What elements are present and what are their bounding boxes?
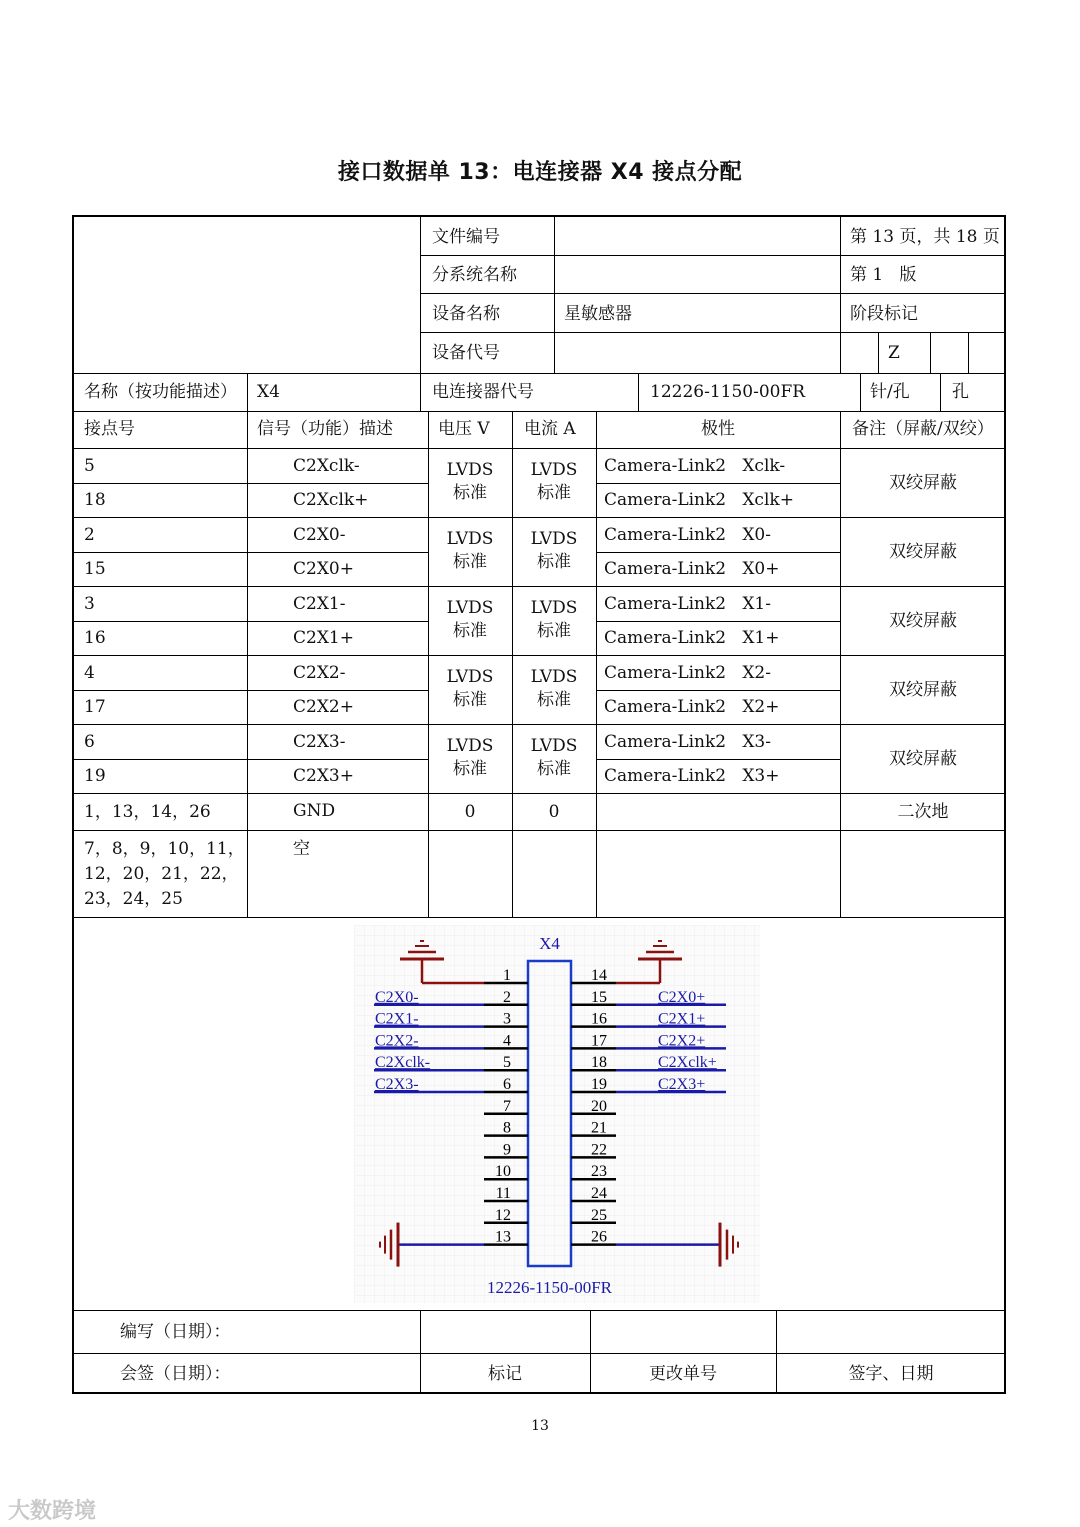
- pin-number-left: 3: [503, 1010, 511, 1028]
- stage-value: Z: [888, 343, 900, 363]
- pin-number-left: 4: [503, 1032, 511, 1050]
- device-name-label: 设备名称: [432, 304, 500, 324]
- version-label: 第 1 版: [850, 265, 917, 285]
- gnd-signal: GND: [293, 801, 336, 821]
- polarity-cell: Camera-Link2 X2-: [604, 663, 771, 683]
- countersign-label: 会签（日期）：: [120, 1364, 231, 1384]
- sign-date-label: 签字、日期: [848, 1364, 934, 1384]
- connector-type-label: 针/孔: [870, 382, 910, 402]
- remark-cell: 双绞屏蔽: [889, 611, 957, 631]
- net-label-right: C2X3+: [658, 1076, 706, 1093]
- signal-cell: C2X2-: [293, 663, 346, 683]
- remark-cell: 双绞屏蔽: [889, 542, 957, 562]
- pin-number-left: 6: [503, 1076, 511, 1093]
- polarity-cell: Camera-Link2 X3-: [604, 732, 771, 752]
- pin-cell: 2: [84, 525, 95, 545]
- pin-cell: 16: [84, 628, 106, 648]
- prepared-label: 编写（日期）：: [120, 1322, 231, 1342]
- gnd-voltage: 0: [464, 802, 476, 822]
- device-code-label: 设备代号: [432, 343, 500, 363]
- net-label-left: C2X3-: [375, 1076, 419, 1093]
- col-remark: 备注（屏蔽/双绞）: [852, 419, 994, 439]
- voltage-std: 标准: [453, 690, 487, 710]
- polarity-cell: Camera-Link2 X2+: [604, 697, 780, 717]
- voltage-type: LVDS: [446, 529, 494, 549]
- pin-number-right: 16: [591, 1010, 607, 1028]
- net-label-right: C2X0+: [658, 988, 706, 1006]
- col-voltage: 电压 V: [438, 419, 490, 439]
- polarity-cell: Camera-Link2 X1+: [604, 628, 780, 648]
- pin-number-right: 22: [591, 1141, 607, 1159]
- polarity-cell: Camera-Link2 X1-: [604, 594, 771, 614]
- voltage-type: LVDS: [446, 736, 494, 756]
- polarity-cell: Camera-Link2 Xclk+: [604, 490, 794, 510]
- voltage-std: 标准: [453, 483, 487, 503]
- subsystem-label: 分系统名称: [432, 265, 517, 285]
- pin-number-right: 21: [591, 1119, 607, 1137]
- gnd-pins: 1，13，14，26: [84, 802, 211, 822]
- pin-number-left: 13: [495, 1228, 511, 1246]
- pin-number-right: 25: [591, 1206, 607, 1224]
- connector-type: 孔: [952, 382, 969, 402]
- watermark: 大数跨境: [8, 1499, 97, 1524]
- gnd-current: 0: [548, 802, 560, 822]
- col-signal: 信号（功能）描述: [257, 419, 393, 439]
- pin-number-left: 8: [503, 1119, 511, 1137]
- pin-number-right: 18: [591, 1054, 607, 1072]
- pin-number-left: 11: [495, 1185, 511, 1202]
- connector-schematic: [354, 925, 760, 1303]
- pin-cell: 18: [84, 490, 106, 510]
- pin-cell: 19: [84, 766, 106, 786]
- signal-cell: C2X2+: [293, 697, 354, 717]
- connector-part: 12226-1150-00FR: [487, 1278, 612, 1297]
- stage-label: 阶段标记: [850, 304, 918, 324]
- current-type: LVDS: [530, 667, 578, 687]
- net-label-right: C2X1+: [658, 1010, 706, 1028]
- current-type: LVDS: [530, 529, 578, 549]
- polarity-cell: Camera-Link2 X3+: [604, 766, 780, 786]
- col-current: 电流 A: [524, 419, 576, 439]
- pin-cell: 6: [84, 732, 95, 752]
- empty-pins-line2: 12，20，21，22，: [84, 864, 239, 884]
- pin-number-right: 17: [591, 1032, 607, 1050]
- current-std: 标准: [537, 759, 571, 779]
- net-label-left: C2Xclk-: [375, 1054, 431, 1072]
- col-pin: 接点号: [84, 419, 135, 439]
- pin-number-right: 20: [591, 1097, 607, 1115]
- mark-label: 标记: [488, 1364, 522, 1384]
- signal-cell: C2X0+: [293, 559, 354, 579]
- page-number: 13: [531, 1418, 549, 1434]
- current-std: 标准: [537, 621, 571, 641]
- pin-number-right: 24: [591, 1185, 607, 1202]
- pin-number-left: 10: [495, 1163, 511, 1181]
- net-label-left: C2X0-: [375, 988, 419, 1006]
- net-label-right: C2X2+: [658, 1032, 706, 1050]
- signal-cell: C2X0-: [293, 525, 346, 545]
- signal-cell: C2Xclk-: [293, 456, 360, 476]
- current-std: 标准: [537, 690, 571, 710]
- pin-number-left: 12: [495, 1206, 511, 1224]
- pin-number-right: 23: [591, 1163, 607, 1181]
- voltage-type: LVDS: [446, 460, 494, 480]
- pin-number-left: 9: [503, 1141, 511, 1159]
- file-no-label: 文件编号: [432, 227, 500, 247]
- polarity-cell: Camera-Link2 X0+: [604, 559, 780, 579]
- signal-cell: C2X3-: [293, 732, 346, 752]
- polarity-cell: Camera-Link2 Xclk-: [604, 456, 786, 476]
- pin-number-left: 1: [503, 967, 511, 984]
- remark-cell: 双绞屏蔽: [889, 473, 957, 493]
- gnd-remark: 二次地: [897, 802, 949, 822]
- signal-cell: C2X1-: [293, 594, 346, 614]
- polarity-cell: Camera-Link2 X0-: [604, 525, 771, 545]
- pin-number-right: 15: [591, 988, 607, 1006]
- page-info: 第 13 页，共 18 页: [850, 227, 1000, 247]
- signal-cell: C2Xclk+: [293, 490, 369, 510]
- empty-signal: 空: [293, 839, 310, 859]
- change-no-label: 更改单号: [649, 1364, 717, 1384]
- connector-code-label: 电连接器代号: [432, 382, 534, 402]
- pin-cell: 17: [84, 697, 106, 717]
- device-name: 星敏感器: [564, 304, 632, 324]
- current-type: LVDS: [530, 736, 578, 756]
- signal-cell: C2X1+: [293, 628, 354, 648]
- empty-pins-line3: 23，24，25: [84, 889, 183, 909]
- current-type: LVDS: [530, 460, 578, 480]
- net-label-right: C2Xclk+: [658, 1054, 717, 1072]
- pin-number-right: 14: [591, 967, 607, 984]
- pin-cell: 3: [84, 594, 95, 614]
- voltage-std: 标准: [453, 759, 487, 779]
- net-label-left: C2X1-: [375, 1010, 419, 1028]
- current-std: 标准: [537, 483, 571, 503]
- connector-name-label: 名称（按功能描述）: [84, 382, 237, 402]
- pin-number-left: 2: [503, 988, 511, 1006]
- schematic-grid: [354, 925, 760, 1303]
- current-std: 标准: [537, 552, 571, 572]
- remark-cell: 双绞屏蔽: [889, 749, 957, 769]
- voltage-std: 标准: [453, 552, 487, 572]
- pin-cell: 4: [84, 663, 95, 683]
- page-title: 接口数据单 13：电连接器 X4 接点分配: [337, 160, 743, 185]
- col-polarity: 极性: [701, 419, 735, 439]
- pin-number-left: 5: [503, 1054, 511, 1072]
- current-type: LVDS: [530, 598, 578, 618]
- empty-pins-line1: 7，8，9，10，11，: [84, 839, 245, 859]
- connector-code: 12226-1150-00FR: [650, 382, 806, 402]
- signal-cell: C2X3+: [293, 766, 354, 786]
- pin-number-left: 7: [503, 1097, 511, 1115]
- pin-number-right: 26: [591, 1228, 607, 1246]
- voltage-std: 标准: [453, 621, 487, 641]
- remark-cell: 双绞屏蔽: [889, 680, 957, 700]
- connector-ref: X4: [539, 934, 560, 953]
- voltage-type: LVDS: [446, 667, 494, 687]
- net-label-left: C2X2-: [375, 1032, 419, 1050]
- connector-name: X4: [257, 382, 280, 402]
- pin-cell: 5: [84, 456, 95, 476]
- pin-cell: 15: [84, 559, 106, 579]
- voltage-type: LVDS: [446, 598, 494, 618]
- pin-number-right: 19: [591, 1076, 607, 1093]
